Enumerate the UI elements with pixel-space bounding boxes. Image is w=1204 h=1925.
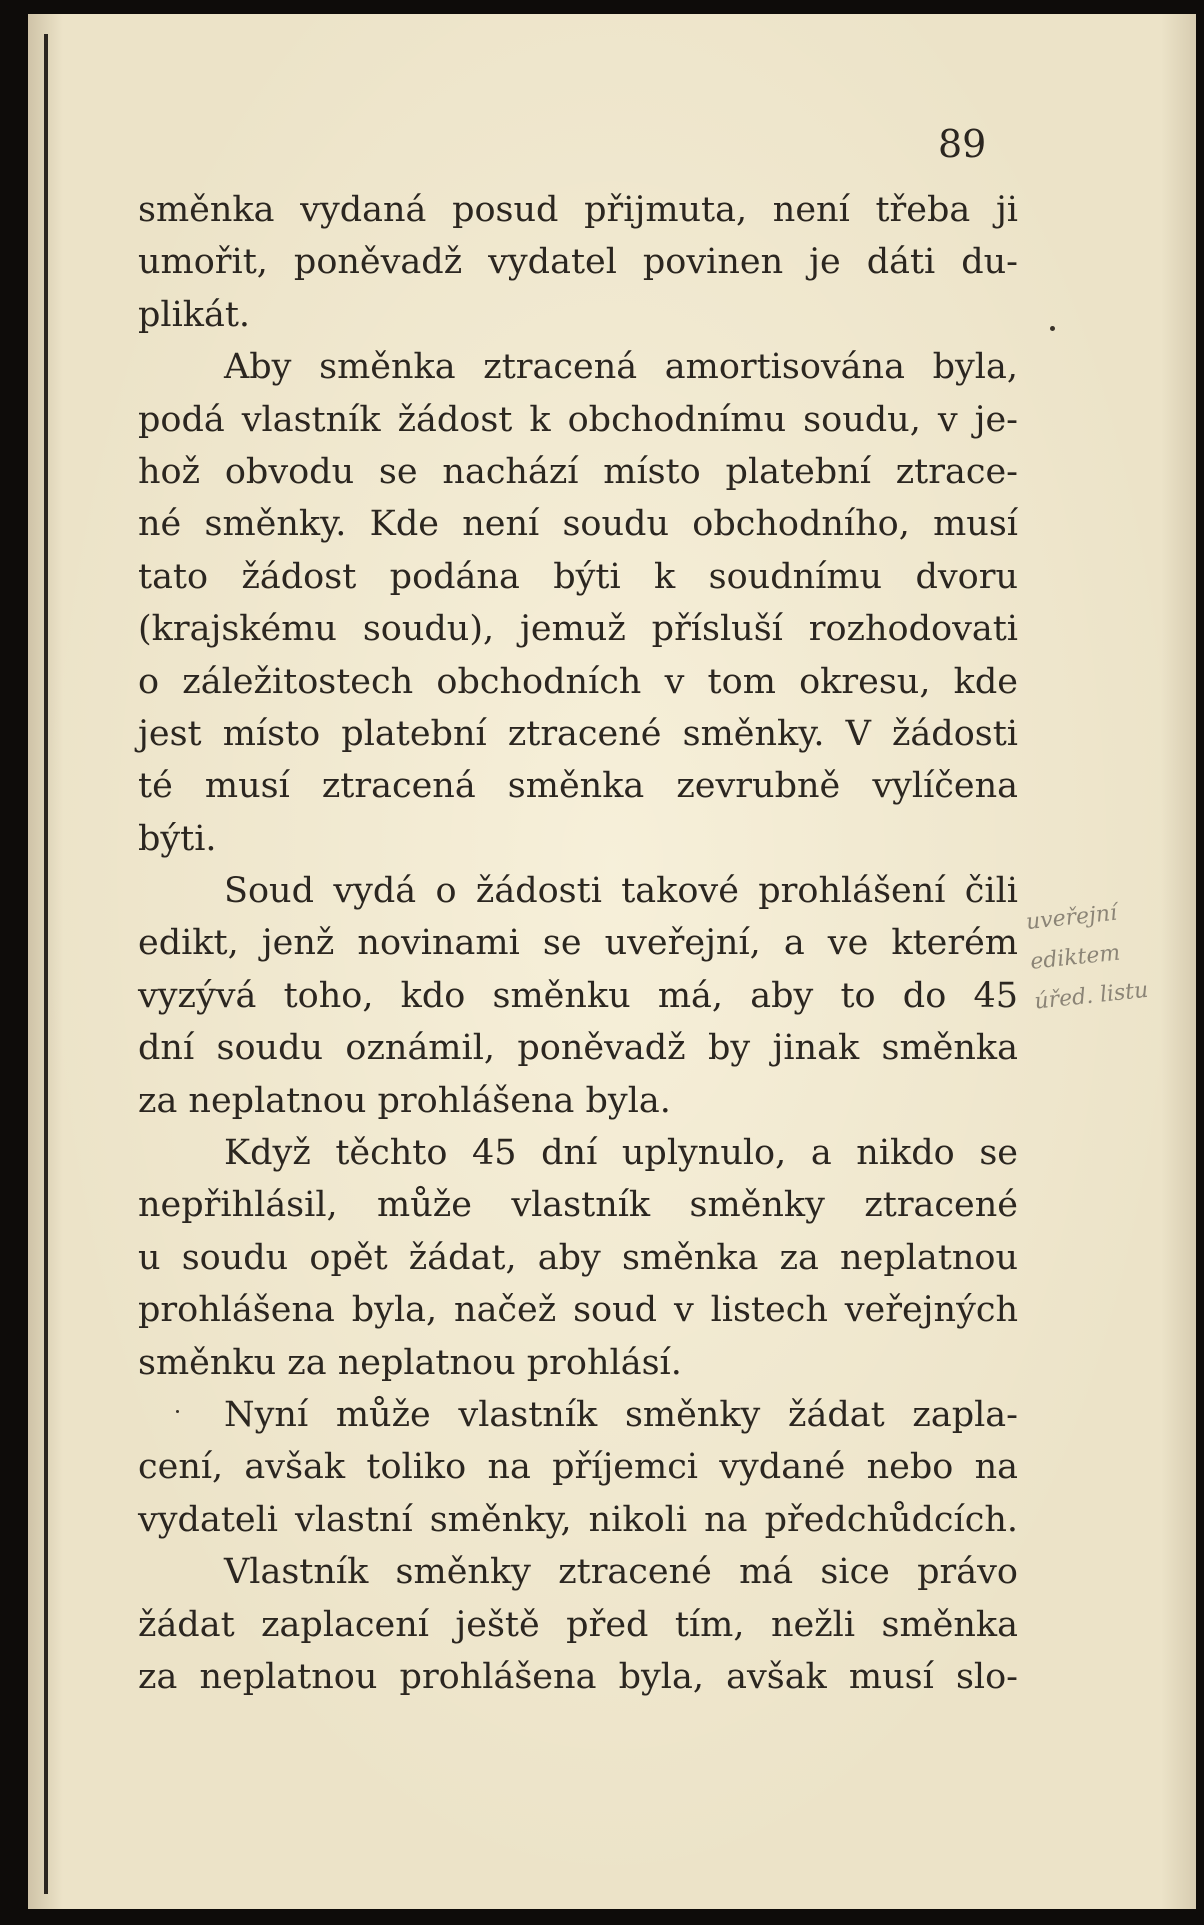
text-line: za neplatnou prohlášena byla.: [138, 1080, 671, 1121]
margin-note-line: úřed. listu: [1033, 977, 1150, 1015]
page-gutter-edge: [44, 34, 48, 1894]
text-line: žádat zaplacení ještě před tím, nežli směnka: [138, 1604, 1018, 1645]
text-line: jest místo platební ztracené směnky. V žádosti: [138, 713, 1018, 754]
text-line: né směnky. Kde není soudu obchodního, musí: [138, 504, 1018, 545]
text-line: té musí ztracená směnka zevrubně vylíčena: [138, 766, 1018, 807]
text-line: cení, avšak toliko na příjemci vydané nebo na: [138, 1447, 1018, 1488]
text-line: podá vlastník žádost k obchodnímu soudu, v je-: [138, 399, 1018, 440]
text-line: Vlastník směnky ztracené má sice právo: [224, 1552, 1018, 1593]
text-line: nepřihlásil, může vlastník směnky ztracené: [138, 1185, 1018, 1226]
text-line: býti.: [138, 818, 217, 859]
text-line: edikt, jenž novinami se uveřejní, a ve kterém: [138, 923, 1018, 964]
text-line: směnku za neplatnou prohlásí.: [138, 1342, 682, 1383]
ink-speck: [1050, 326, 1055, 331]
text-line: hož obvodu se nachází místo platební ztrace-: [138, 451, 1018, 492]
text-line: plikát.: [138, 294, 251, 335]
text-line: Soud vydá o žádosti takové prohlášení čili: [224, 871, 1018, 912]
ink-speck: [176, 1410, 179, 1413]
text-line: o záležitostech obchodních v tom okresu, kde: [138, 661, 1018, 702]
text-line: (krajskému soudu), jemuž přísluší rozhodovati: [138, 609, 1018, 650]
text-line: Aby směnka ztracená amortisována byla,: [224, 347, 1018, 388]
book-page: [28, 14, 1196, 1909]
margin-note-line: uveřejní: [1024, 900, 1119, 936]
body-text: [138, 184, 1018, 1703]
text-line: směnka vydaná posud přijmuta, není třeba ji: [138, 190, 1018, 230]
text-line: dní soudu oznámil, poněvadž by jinak směnka: [138, 1028, 1018, 1069]
text-line: za neplatnou prohlášena byla, avšak musí slo-: [138, 1656, 1018, 1697]
text-line: u soudu opět žádat, aby směnka za neplatnou: [138, 1237, 1018, 1278]
text-line: tato žádost podána býti k soudnímu dvoru: [138, 556, 1018, 597]
text-line: prohlášena byla, načež soud v listech veřejných: [138, 1290, 1018, 1331]
margin-note-line: ediktem: [1029, 940, 1122, 975]
text-line: Když těchto 45 dní uplynulo, a nikdo se: [224, 1133, 1018, 1174]
text-line: Nyní může vlastník směnky žádat zapla-: [224, 1394, 1018, 1435]
text-line: umořit, poněvadž vydatel povinen je dáti du-: [138, 242, 1018, 283]
handwritten-margin-note: [1024, 885, 1204, 1022]
page-number: 89: [938, 122, 987, 166]
text-line: vyzývá toho, kdo směnku má, aby to do 45: [138, 975, 1018, 1016]
text-line: vydateli vlastní směnky, nikoli na předchůdcích.: [138, 1499, 1018, 1540]
